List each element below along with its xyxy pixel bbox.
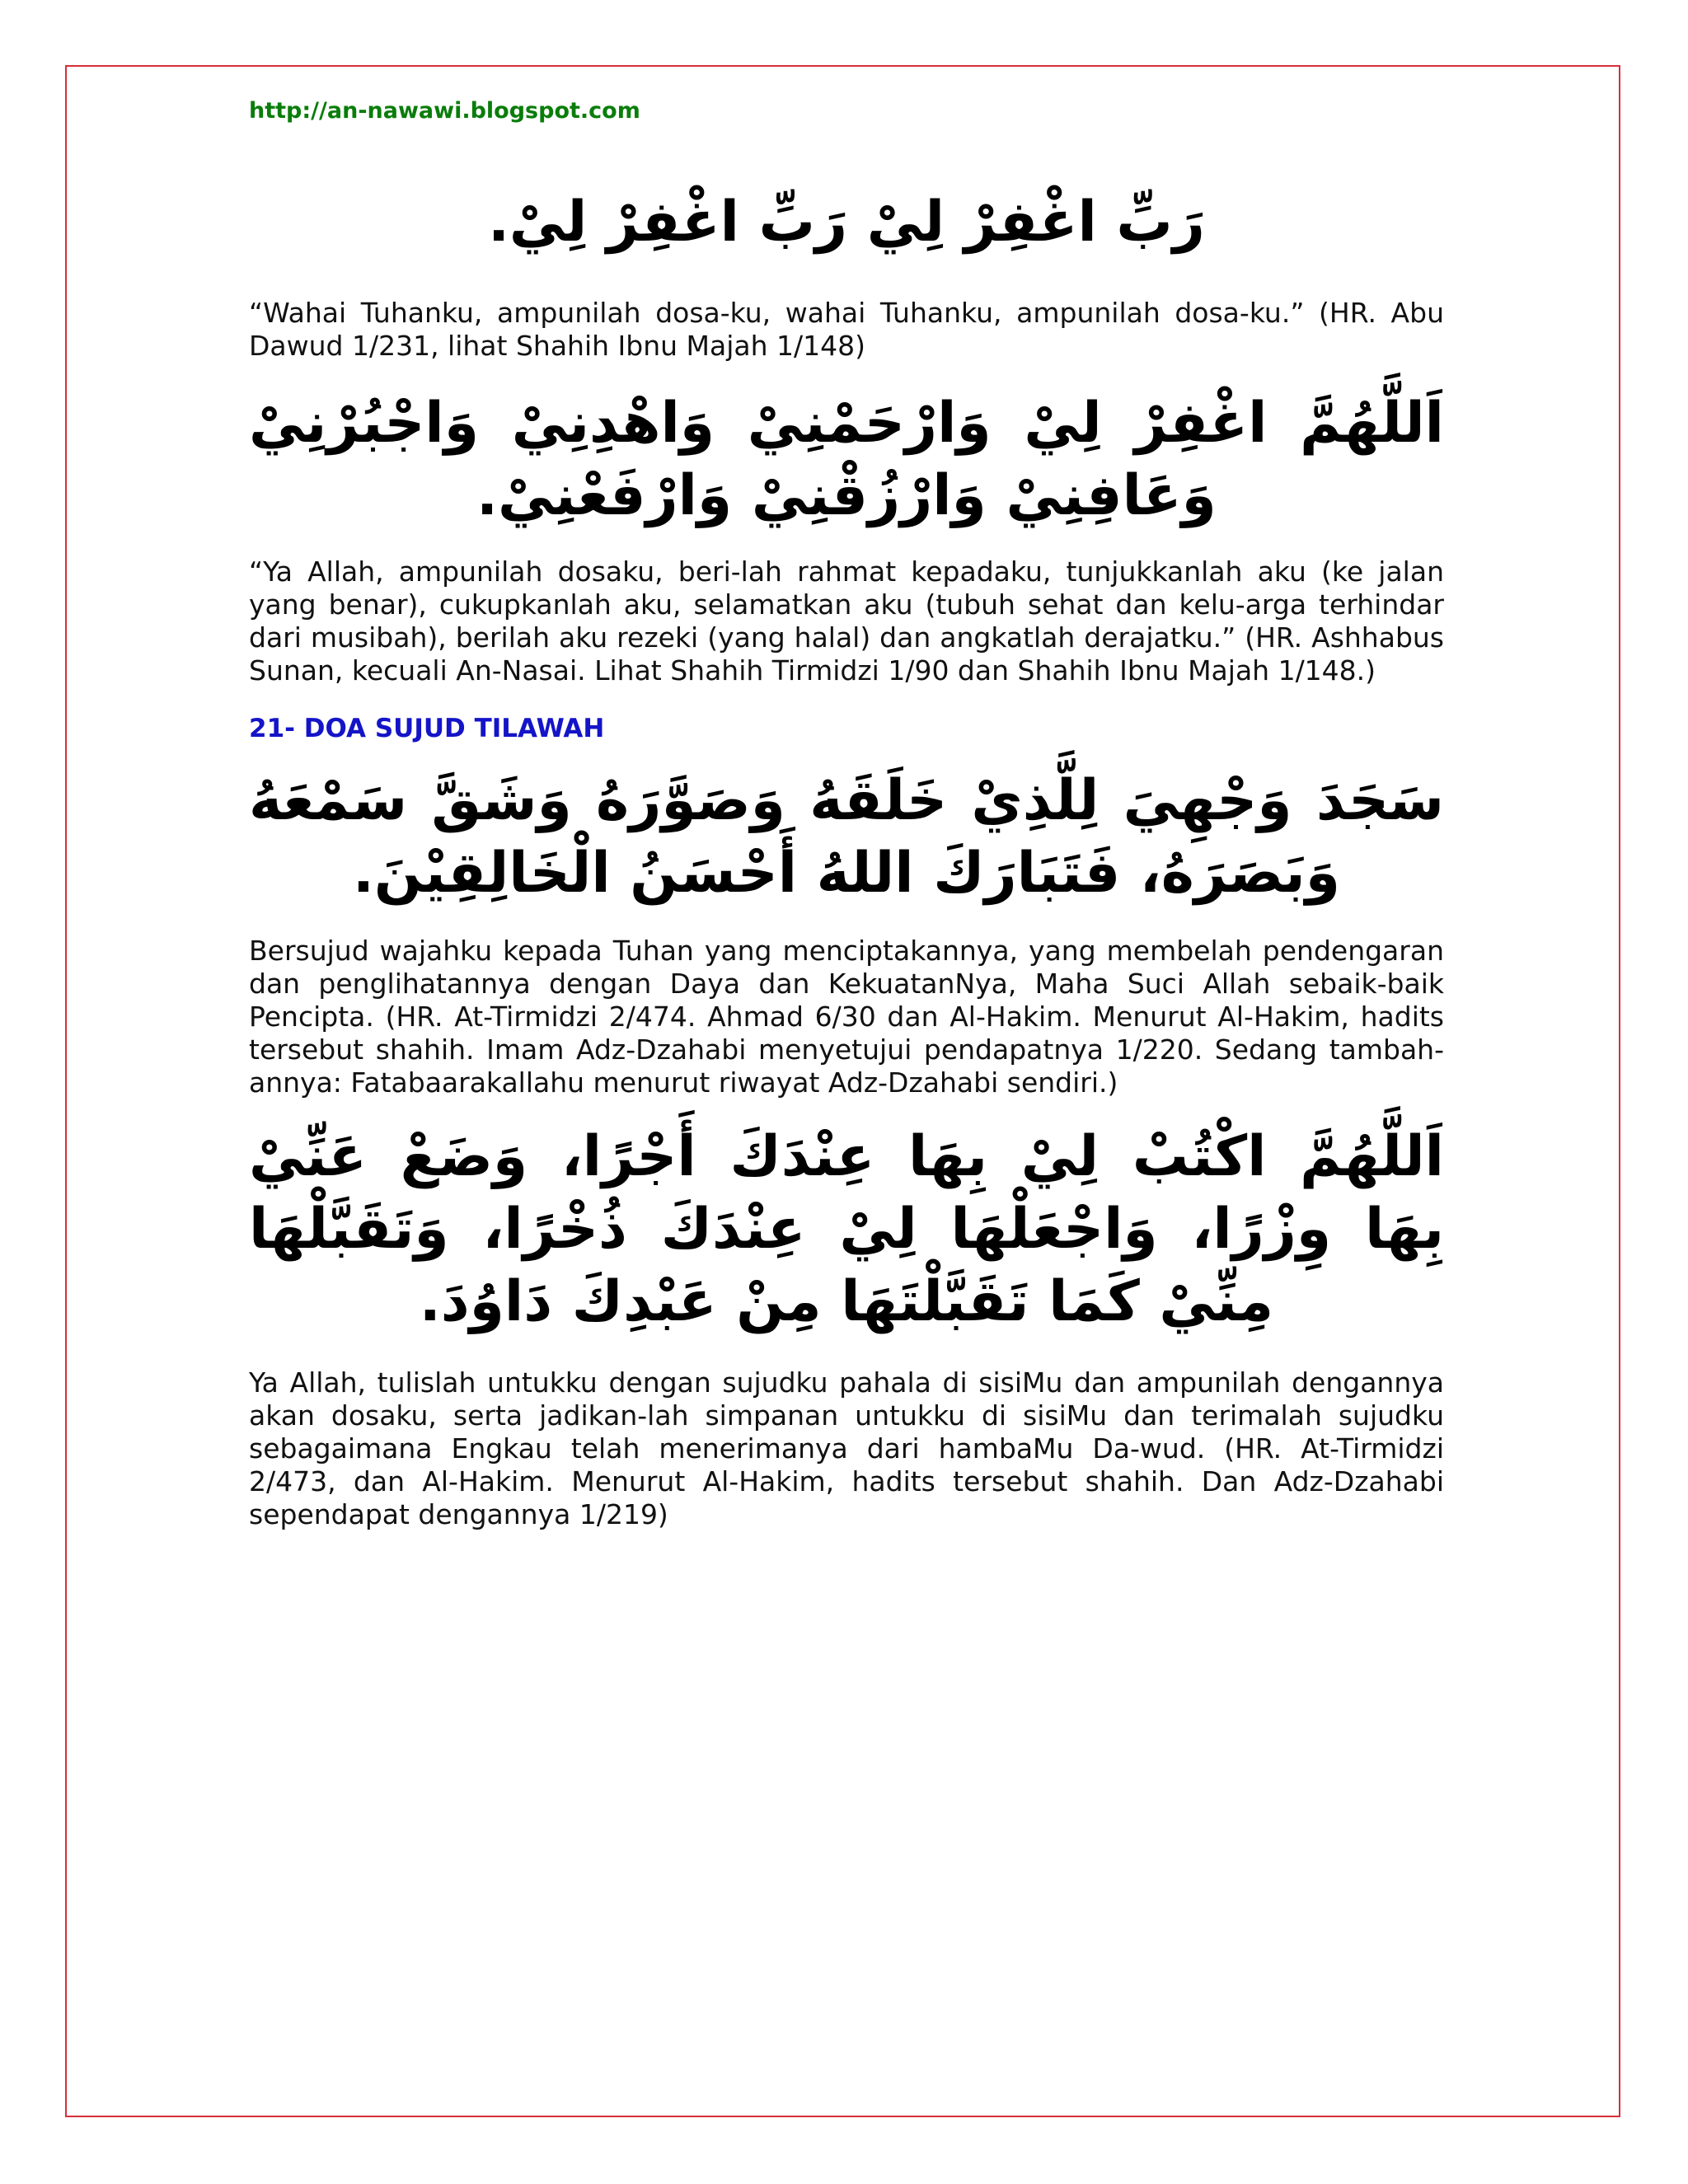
- arabic-prayer-2: اَللَّهُمَّ اغْفِرْ لِيْ وَارْحَمْنِيْ وَاهْدِنِيْ وَاجْبُرْنِيْ وَعَافِنِيْ وَارْزُقْنِيْ وَارْفَعْنِيْ.: [249, 391, 1444, 528]
- arabic-prayer-1: رَبِّ اغْفِرْ لِيْ رَبِّ اغْفِرْ لِيْ.: [488, 190, 1205, 255]
- translation-4: Ya Allah, tulislah untukku dengan sujudku pahala di sisiMu dan ampunilah dengannya akan dosaku, serta jadikan-lah simpanan untukku di sisiMu dan terimalah sujudku sebagaimana Engkau telah menerimanya dari hambaMu Da-wud. (HR. At-Tirmidzi 2/473, dan Al-Hakim. Menurut Al-Hakim, hadits tersebut shahih. Dan Adz-Dzahabi sependapat dengannya 1/219): [249, 1366, 1444, 1530]
- arabic-prayer-3: سَجَدَ وَجْهِيَ لِلَّذِيْ خَلَقَهُ وَصَوَّرَهُ وَشَقَّ سَمْعَهُ وَبَصَرَهُ، فَتَبَارَكَ اللهُ أَحْسَنُ الْخَالِقِيْنَ.: [249, 768, 1444, 906]
- arabic-prayer-4: اَللَّهُمَّ اكْتُبْ لِيْ بِهَا عِنْدَكَ أَجْرًا، وَضَعْ عَنِّيْ بِهَا وِزْرًا، وَاجْعَلْهَا لِيْ عِنْدَكَ ذُخْرًا، وَتَقَبَّلْهَا مِنِّيْ كَمَا تَقَبَّلْتَهَا مِنْ عَبْدِكَ دَاوُدَ.: [249, 1124, 1444, 1334]
- translation-3: Bersujud wajahku kepada Tuhan yang menciptakannya, yang membelah pendengaran dan penglihatannya dengan Daya dan KekuatanNya, Maha Suci Allah sebaik-baik Pencipta. (HR. At-Tirmidzi 2/474. Ahmad 6/30 dan Al-Hakim. Menurut Al-Hakim, hadits tersebut shahih. Imam Adz-Dzahabi menyetujui pendapatnya 1/220. Sedang tambah-annya: Fatabaarakallahu menurut riwayat Adz-Dzahabi sendiri.): [249, 935, 1444, 1099]
- document-content: [249, 92, 1444, 1531]
- section-heading: 21- DOA SUJUD TILAWAH: [249, 714, 605, 743]
- site-url[interactable]: http://an-nawawi.blogspot.com: [249, 98, 640, 124]
- translation-2: “Ya Allah, ampunilah dosaku, beri-lah rahmat kepadaku, tunjukkanlah aku (ke jalan yang benar), cukupkanlah aku, selamatkan aku (tubuh sehat dan kelu-arga terhindar dari musibah), berilah aku rezeki (yang halal) dan angkatlah derajatku.” (HR. Ashhabus Sunan, kecuali An-Nasai. Lihat Shahih Tirmidzi 1/90 dan Shahih Ibnu Majah 1/148.): [249, 555, 1444, 687]
- translation-1: “Wahai Tuhanku, ampunilah dosa-ku, wahai Tuhanku, ampunilah dosa-ku.” (HR. Abu Dawud 1/231, lihat Shahih Ibnu Majah 1/148): [249, 297, 1444, 362]
